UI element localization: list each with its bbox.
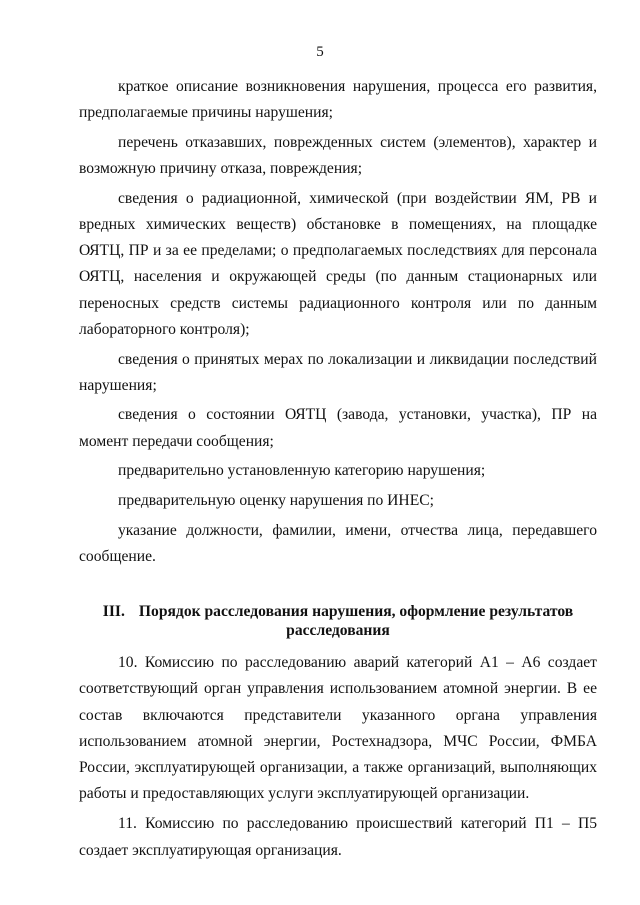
paragraph-10: 10. Комиссию по расследованию аварий категорий А1 – А6 создает соответствующий орган управления использованием атомной энергии. В ее состав включаются представители указанного органа управления использованием атомной энергии, Ростехнадзора, МЧС России, ФМБА России, эксплуатирующей организации, а также организаций, выполняющих работы и предоставляющих услуги эксплуатирующей организации. — [79, 654, 597, 803]
paragraph-11: 11. Комиссию по расследованию происшествий категорий П1 – П5 создает эксплуатирующая организация. — [79, 815, 597, 859]
list-item: указание должности, фамилии, имени, отчества лица, передавшего сообщение. — [79, 521, 597, 565]
section-number: III. — [102, 603, 125, 621]
list-item: перечень отказавших, поврежденных систем (элементов), характер и возможную причину отказа, повреждения; — [79, 133, 597, 178]
list-item: сведения о принятых мерах по локализации и ликвидации последствий нарушения; — [79, 350, 597, 394]
section-heading — [79, 602, 597, 640]
page-number: 5 — [316, 44, 324, 60]
list-item: сведения о состоянии ОЯТЦ (завода, установки, участка), ПР на момент передачи сообщения; — [79, 406, 597, 450]
document-body — [79, 74, 597, 868]
list-item: краткое описание возникновения нарушения, процесса его развития, предполагаемые причины нарушения; — [79, 78, 597, 122]
list-item: сведения о радиационной, химической (при воздействии ЯМ, РВ и вредных химических веществ) обстановке в помещениях, на площадке ОЯТЦ, ПР и за ее пределами; о предполагаемых последствиях для персонала ОЯТЦ, населения и окружающей среды (по данным стационарных или переносных средств системы радиационного контроля или по данным лабораторного контроля); — [79, 189, 597, 338]
section-title: Порядок расследования нарушения, оформление результатов расследования — [138, 603, 574, 640]
list-item: предварительную оценку нарушения по ИНЕС; — [118, 492, 434, 510]
list-item: предварительно установленную категорию нарушения; — [118, 462, 486, 480]
